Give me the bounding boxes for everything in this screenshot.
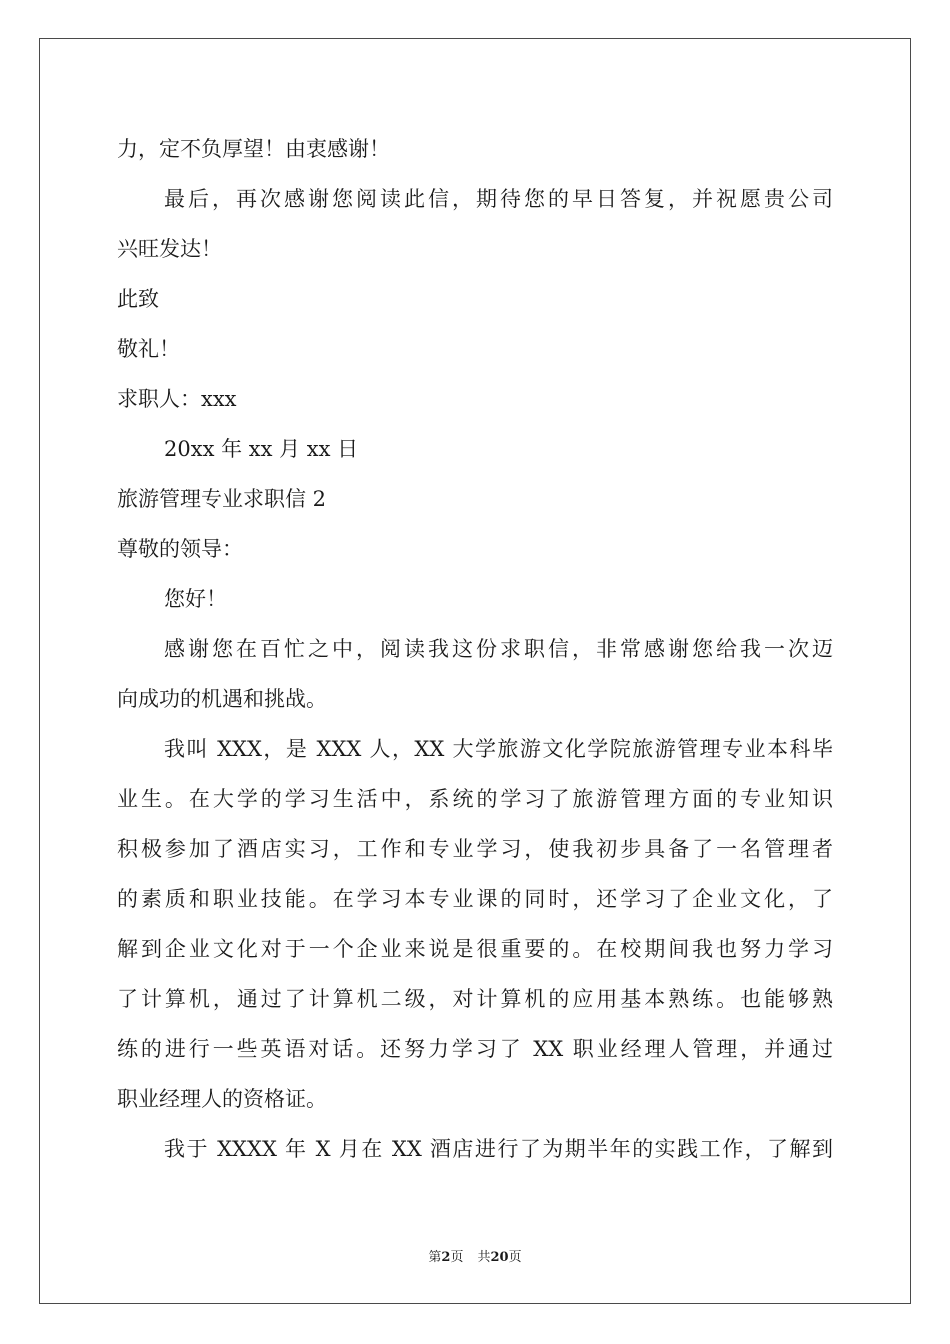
text-line: 旅游管理专业求职信 2 xyxy=(117,487,327,511)
text-line: 我于 XXXX 年 X 月在 XX 酒店进行了为期半年的实践工作，了解到 xyxy=(164,1137,833,1161)
page-unit: 页 xyxy=(450,1250,464,1265)
text-line: 敬礼！ xyxy=(117,337,180,361)
text-line: 的素质和职业技能。在学习本专业课的同时，还学习了企业文化，了 xyxy=(117,887,833,911)
text-line: 兴旺发达！ xyxy=(117,237,222,261)
text-line: 力，定不负厚望！由衷感谢！ xyxy=(117,137,390,161)
text-line: 职业经理人的资格证。 xyxy=(117,1087,327,1111)
text-line: 最后，再次感谢您阅读此信，期待您的早日答复，并祝愿贵公司 xyxy=(164,187,833,211)
total-unit: 页 xyxy=(508,1250,522,1265)
text-line: 20xx 年 xx 月 xx 日 xyxy=(164,437,359,461)
text-line: 向成功的机遇和挑战。 xyxy=(117,687,327,711)
text-line: 解到企业文化对于一个企业来说是很重要的。在校期间我也努力学习 xyxy=(117,937,833,961)
text-line: 您好！ xyxy=(164,587,227,611)
text-line: 了计算机，通过了计算机二级，对计算机的应用基本熟练。也能够熟 xyxy=(117,987,833,1011)
page-current: 2 xyxy=(441,1250,451,1265)
page-footer xyxy=(0,1246,950,1265)
text-line: 我叫 XXX，是 XXX 人，XX 大学旅游文化学院旅游管理专业本科毕 xyxy=(164,737,833,761)
total-prefix: 共 xyxy=(477,1250,491,1265)
letter-body xyxy=(117,124,833,1174)
text-line: 此致 xyxy=(117,287,159,311)
text-line: 业生。在大学的学习生活中，系统的学习了旅游管理方面的专业知识 xyxy=(117,787,833,811)
text-line: 练的进行一些英语对话。还努力学习了 XX 职业经理人管理，并通过 xyxy=(117,1037,833,1061)
page-prefix: 第 xyxy=(428,1250,442,1265)
text-line: 感谢您在百忙之中，阅读我这份求职信，非常感谢您给我一次迈 xyxy=(164,637,833,661)
text-line: 尊敬的领导： xyxy=(117,537,243,561)
text-line: 积极参加了酒店实习，工作和专业学习，使我初步具备了一名管理者 xyxy=(117,837,833,861)
text-line: 求职人：xxx xyxy=(117,387,237,411)
page-total: 20 xyxy=(490,1250,509,1265)
